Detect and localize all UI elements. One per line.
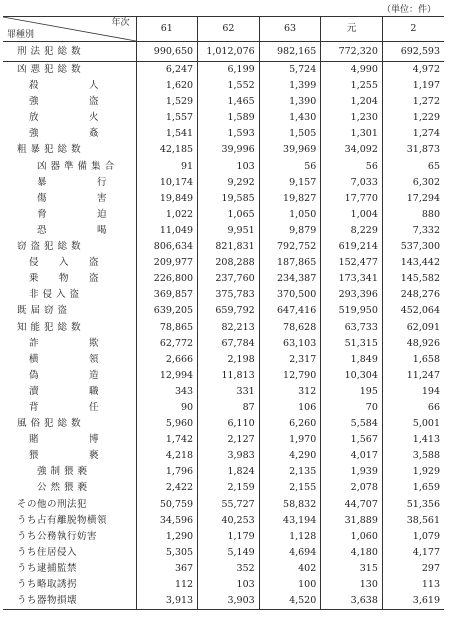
table-row <box>3 384 444 400</box>
table-cell: 1,012,076 <box>198 42 260 62</box>
table-cell: 4,694 <box>259 545 321 561</box>
table-cell: 63,733 <box>321 320 383 336</box>
row-label: 知 能 犯 総 数 <box>17 321 82 333</box>
year-header: 2 <box>382 17 444 42</box>
table-cell: 8,229 <box>321 223 383 239</box>
table-cell: 1,430 <box>259 110 321 126</box>
table-cell: 639,205 <box>136 303 198 319</box>
table-cell: 647,416 <box>259 303 321 319</box>
table-cell: 19,827 <box>259 191 321 207</box>
row-label: 乗 物 盗 <box>29 273 100 285</box>
table-cell: 56 <box>259 159 321 175</box>
table-cell: 659,792 <box>198 303 260 319</box>
table-row <box>3 352 444 368</box>
table-cell: 1,179 <box>198 529 260 545</box>
table-cell: 2,127 <box>198 432 260 448</box>
table-cell: 248,276 <box>382 287 444 303</box>
table-cell: 237,760 <box>198 271 260 287</box>
row-label: 風 俗 犯 総 数 <box>17 418 82 430</box>
table-cell: 91 <box>136 159 198 175</box>
table-cell: 1,050 <box>259 207 321 223</box>
table-cell: 62,772 <box>136 336 198 352</box>
corner-header <box>3 17 136 42</box>
table-cell: 806,634 <box>136 239 198 255</box>
table-cell: 5,001 <box>382 416 444 432</box>
table-cell: 6,110 <box>198 416 260 432</box>
table-cell: 4,017 <box>321 448 383 464</box>
row-label: 暴 行 <box>37 176 108 188</box>
row-label: 既 届 窃 盗 <box>17 305 68 317</box>
table-cell: 452,064 <box>382 303 444 319</box>
table-cell: 63,103 <box>259 336 321 352</box>
table-cell: 1,541 <box>136 126 198 142</box>
table-cell: 11,247 <box>382 368 444 384</box>
table-row <box>3 94 444 110</box>
table-cell: 1,567 <box>321 432 383 448</box>
table-cell: 4,180 <box>321 545 383 561</box>
row-label: 傷 害 <box>37 192 108 204</box>
table-cell: 402 <box>259 561 321 577</box>
table-cell: 143,442 <box>382 255 444 271</box>
table-cell: 1,939 <box>321 464 383 480</box>
table-cell: 234,387 <box>259 271 321 287</box>
table-row <box>3 480 444 496</box>
table-cell: 4,972 <box>382 62 444 79</box>
row-label: 偽 造 <box>29 369 100 381</box>
table-cell: 2,078 <box>321 480 383 496</box>
row-label: 公 然 猥 褻 <box>37 482 88 494</box>
table-cell: 2,317 <box>259 352 321 368</box>
table-row <box>3 159 444 175</box>
table-cell: 6,260 <box>259 416 321 432</box>
table-row <box>3 416 444 432</box>
table-cell: 31,889 <box>321 513 383 529</box>
table-row <box>3 400 444 416</box>
table-cell: 1,197 <box>382 78 444 94</box>
table-cell: 367 <box>136 561 198 577</box>
table-cell: 1,557 <box>136 110 198 126</box>
table-cell: 103 <box>198 577 260 593</box>
table-cell: 1,929 <box>382 464 444 480</box>
table-cell: 5,724 <box>259 62 321 79</box>
table-cell: 1,742 <box>136 432 198 448</box>
table-cell: 1,128 <box>259 529 321 545</box>
row-label: 強 制 猥 褻 <box>37 466 88 478</box>
table-cell: 40,253 <box>198 513 260 529</box>
table-cell: 208,288 <box>198 255 260 271</box>
table-cell: 103 <box>198 159 260 175</box>
unit-note: （単位：件） <box>381 5 436 15</box>
table-cell: 3,638 <box>321 593 383 610</box>
table-body <box>3 42 444 610</box>
table-cell: 3,588 <box>382 448 444 464</box>
table-cell: 7,033 <box>321 175 383 191</box>
table-cell: 11,813 <box>198 368 260 384</box>
table-cell: 44,707 <box>321 497 383 513</box>
table-cell: 6,247 <box>136 62 198 79</box>
table-cell: 67,784 <box>198 336 260 352</box>
table-cell: 19,849 <box>136 191 198 207</box>
table-cell: 90 <box>136 400 198 416</box>
table-cell: 293,396 <box>321 287 383 303</box>
row-label: 粗 暴 犯 総 数 <box>17 144 82 156</box>
corner-year-label: 年次 <box>111 18 130 28</box>
table-row <box>3 464 444 480</box>
table-cell: 4,990 <box>321 62 383 79</box>
table-cell: 12,790 <box>259 368 321 384</box>
table-row <box>3 126 444 142</box>
table-cell: 17,294 <box>382 191 444 207</box>
table-cell: 56 <box>321 159 383 175</box>
row-label: 脅 迫 <box>37 208 108 220</box>
table-cell: 352 <box>198 561 260 577</box>
table-row <box>3 497 444 513</box>
table-cell: 1,589 <box>198 110 260 126</box>
row-label: うち公務執行妨害 <box>17 530 98 542</box>
table-row <box>3 545 444 561</box>
table-cell: 51,315 <box>321 336 383 352</box>
row-label: 横 領 <box>29 353 100 365</box>
table-row <box>3 78 444 94</box>
table-row <box>3 175 444 191</box>
table-cell: 48,926 <box>382 336 444 352</box>
table-cell: 106 <box>259 400 321 416</box>
table-cell: 1,413 <box>382 432 444 448</box>
table-row <box>3 448 444 464</box>
table-row <box>3 191 444 207</box>
table-cell: 19,585 <box>198 191 260 207</box>
table-row <box>3 287 444 303</box>
table-row <box>3 368 444 384</box>
table-cell: 692,593 <box>382 42 444 62</box>
table-row <box>3 577 444 593</box>
table-cell: 55,727 <box>198 497 260 513</box>
table-cell: 3,983 <box>198 448 260 464</box>
table-cell: 5,584 <box>321 416 383 432</box>
table-cell: 58,832 <box>259 497 321 513</box>
table-cell: 4,177 <box>382 545 444 561</box>
table-cell: 4,290 <box>259 448 321 464</box>
row-label: 詐 欺 <box>29 337 100 349</box>
table-cell: 12,994 <box>136 368 198 384</box>
table-cell: 1,824 <box>198 464 260 480</box>
table-cell: 2,422 <box>136 480 198 496</box>
table-cell: 1,060 <box>321 529 383 545</box>
table-cell: 1,390 <box>259 94 321 110</box>
row-label: 凶 悪 犯 総 数 <box>17 64 82 75</box>
table-row <box>3 223 444 239</box>
table-cell: 1,301 <box>321 126 383 142</box>
year-header: 元 <box>321 17 383 42</box>
table-row <box>3 239 444 255</box>
table-cell: 1,230 <box>321 110 383 126</box>
table-cell: 9,879 <box>259 223 321 239</box>
table-cell: 375,783 <box>198 287 260 303</box>
row-label: 強 姦 <box>29 128 100 140</box>
table-cell: 3,619 <box>382 593 444 610</box>
table-cell: 42,185 <box>136 142 198 158</box>
table-cell: 1,465 <box>198 94 260 110</box>
table-cell: 226,800 <box>136 271 198 287</box>
table-cell: 2,666 <box>136 352 198 368</box>
table-cell: 209,977 <box>136 255 198 271</box>
table-cell: 7,332 <box>382 223 444 239</box>
table-cell: 43,194 <box>259 513 321 529</box>
table-cell: 1,079 <box>382 529 444 545</box>
table-cell: 331 <box>198 384 260 400</box>
table-row <box>3 110 444 126</box>
row-label: 窃 盗 犯 総 数 <box>17 241 82 253</box>
table-cell: 792,752 <box>259 239 321 255</box>
table-row <box>3 593 444 610</box>
table-cell: 187,865 <box>259 255 321 271</box>
table-cell: 9,157 <box>259 175 321 191</box>
table-cell: 772,320 <box>321 42 383 62</box>
table-cell: 82,213 <box>198 320 260 336</box>
table-cell: 6,199 <box>198 62 260 79</box>
row-label: うち住居侵入 <box>17 546 78 558</box>
table-row <box>3 529 444 545</box>
table-cell: 4,218 <box>136 448 198 464</box>
table-cell: 1,004 <box>321 207 383 223</box>
table-cell: 66 <box>382 400 444 416</box>
table-cell: 5,960 <box>136 416 198 432</box>
table-cell: 982,165 <box>259 42 321 62</box>
table-cell: 9,951 <box>198 223 260 239</box>
table-row <box>3 207 444 223</box>
table-cell: 17,770 <box>321 191 383 207</box>
row-label: うち器物損壊 <box>3 593 136 610</box>
table-cell: 2,135 <box>259 464 321 480</box>
table-cell: 990,650 <box>136 42 198 62</box>
table-cell: 34,092 <box>321 142 383 158</box>
table-cell: 70 <box>321 400 383 416</box>
table-row <box>3 255 444 271</box>
table-cell: 1,849 <box>321 352 383 368</box>
table-cell: 50,759 <box>136 497 198 513</box>
table-cell: 100 <box>259 577 321 593</box>
table-cell: 1,274 <box>382 126 444 142</box>
table-cell: 38,561 <box>382 513 444 529</box>
table-cell: 173,341 <box>321 271 383 287</box>
table-cell: 1,620 <box>136 78 198 94</box>
row-label: 凶 器 準 備 集 合 <box>37 160 115 172</box>
table-cell: 3,913 <box>136 593 198 610</box>
corner-category-label: 罪種別 <box>7 30 35 40</box>
row-label: うち略取誘拐 <box>17 579 78 590</box>
table-cell: 195 <box>321 384 383 400</box>
table-cell: 65 <box>382 159 444 175</box>
table-cell: 1,229 <box>382 110 444 126</box>
year-header: 61 <box>136 17 198 42</box>
table-cell: 343 <box>136 384 198 400</box>
table-cell: 112 <box>136 577 198 593</box>
row-label: うち占有離脱物横領 <box>17 514 108 526</box>
row-label: 放 火 <box>29 112 100 124</box>
table-cell: 2,198 <box>198 352 260 368</box>
table-cell: 1,505 <box>259 126 321 142</box>
table-cell: 1,065 <box>198 207 260 223</box>
header-row <box>3 17 444 42</box>
row-label: 強 盗 <box>29 96 100 108</box>
table-cell: 113 <box>382 577 444 593</box>
table-cell: 10,174 <box>136 175 198 191</box>
crime-statistics-table <box>3 16 444 610</box>
table-cell: 152,477 <box>321 255 383 271</box>
table-cell: 2,159 <box>198 480 260 496</box>
table-row <box>3 62 444 79</box>
row-label: 背 任 <box>29 401 100 413</box>
year-header: 62 <box>198 17 260 42</box>
year-header: 63 <box>259 17 321 42</box>
table-cell: 619,214 <box>321 239 383 255</box>
table-cell: 1,593 <box>198 126 260 142</box>
row-label: うち逮捕監禁 <box>17 562 78 574</box>
table-row <box>3 42 444 62</box>
table-cell: 9,292 <box>198 175 260 191</box>
table-cell: 145,582 <box>382 271 444 287</box>
table-row <box>3 271 444 287</box>
row-label: 非 侵 入 盗 <box>29 289 80 301</box>
table-cell: 369,857 <box>136 287 198 303</box>
table-cell: 537,300 <box>382 239 444 255</box>
table-cell: 1,970 <box>259 432 321 448</box>
table-cell: 315 <box>321 561 383 577</box>
table-cell: 87 <box>198 400 260 416</box>
row-label: 賭 博 <box>29 434 100 446</box>
table-cell: 1,552 <box>198 78 260 94</box>
table-cell: 297 <box>382 561 444 577</box>
table-cell: 39,969 <box>259 142 321 158</box>
table-row <box>3 561 444 577</box>
table-cell: 1,659 <box>382 480 444 496</box>
table-cell: 3,903 <box>198 593 260 610</box>
table-cell: 31,873 <box>382 142 444 158</box>
table-cell: 370,500 <box>259 287 321 303</box>
table-cell: 5,305 <box>136 545 198 561</box>
table-cell: 78,865 <box>136 320 198 336</box>
table-cell: 34,596 <box>136 513 198 529</box>
table-cell: 1,255 <box>321 78 383 94</box>
table-cell: 11,049 <box>136 223 198 239</box>
table-row <box>3 513 444 529</box>
table-cell: 312 <box>259 384 321 400</box>
table-cell: 1,022 <box>136 207 198 223</box>
table-row <box>3 432 444 448</box>
row-label: 侵 入 盗 <box>29 257 100 269</box>
table-row <box>3 320 444 336</box>
table-cell: 880 <box>382 207 444 223</box>
table-row <box>3 142 444 158</box>
table-cell: 1,796 <box>136 464 198 480</box>
table-cell: 1,272 <box>382 94 444 110</box>
table-cell: 2,155 <box>259 480 321 496</box>
row-label: 瀆 職 <box>29 385 100 397</box>
table-cell: 51,356 <box>382 497 444 513</box>
row-label: 刑 法 犯 総 数 <box>3 42 136 62</box>
table-cell: 519,950 <box>321 303 383 319</box>
table-cell: 1,204 <box>321 94 383 110</box>
table-row <box>3 303 444 319</box>
table-cell: 821,831 <box>198 239 260 255</box>
table-cell: 1,290 <box>136 529 198 545</box>
table-cell: 130 <box>321 577 383 593</box>
table-cell: 6,302 <box>382 175 444 191</box>
row-label: 殺 人 <box>29 80 100 92</box>
table-cell: 39,996 <box>198 142 260 158</box>
table-cell: 78,628 <box>259 320 321 336</box>
table-cell: 62,091 <box>382 320 444 336</box>
table-cell: 1,529 <box>136 94 198 110</box>
table-cell: 1,658 <box>382 352 444 368</box>
table-cell: 10,304 <box>321 368 383 384</box>
table-cell: 194 <box>382 384 444 400</box>
table-row <box>3 336 444 352</box>
table-cell: 1,399 <box>259 78 321 94</box>
row-label: その他の刑法犯 <box>17 498 88 510</box>
table-cell: 5,149 <box>198 545 260 561</box>
row-label: 恐 喝 <box>37 224 108 236</box>
row-label: 猥 褻 <box>29 450 100 462</box>
table-cell: 4,520 <box>259 593 321 610</box>
